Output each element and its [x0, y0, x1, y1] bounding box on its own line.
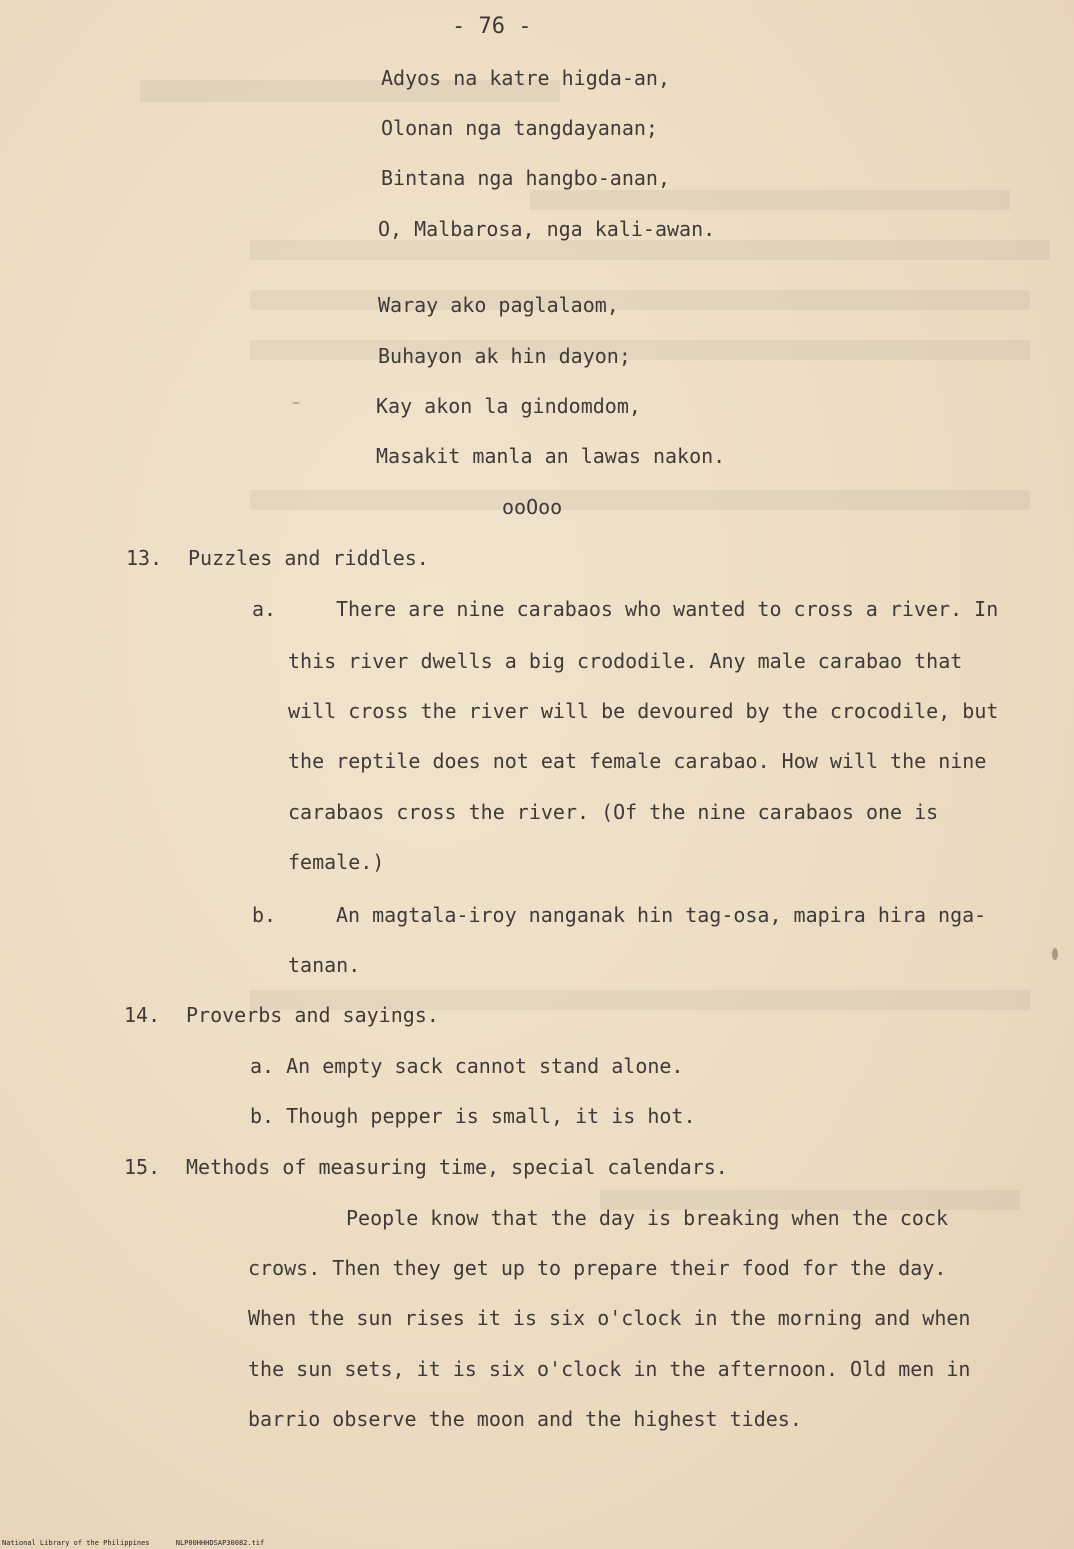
proverb-item: a. An empty sack cannot stand alone.	[250, 1054, 684, 1078]
footer-file: NLP00HHHDSAP30082.tif	[175, 1539, 265, 1547]
riddle-b-marker: b.	[252, 903, 277, 927]
riddle-a-line: There are nine carabaos who wanted to cross a river. In	[336, 597, 999, 621]
riddle-a-line: the reptile does not eat female carabao. How will the nine	[288, 749, 987, 773]
paragraph-line: When the sun rises it is six o'clock in the morning and when	[248, 1306, 971, 1330]
poem-line: Adyos na katre higda-an,	[381, 66, 670, 90]
show-through-stain	[250, 490, 1030, 510]
show-through-stain	[530, 190, 1010, 210]
show-through-stain	[250, 240, 1050, 260]
riddle-a-line: this river dwells a big crododile. Any male carabao that	[288, 649, 963, 673]
poem-line: Buhayon ak hin dayon;	[378, 344, 631, 368]
riddle-b-line: tanan.	[288, 953, 361, 977]
page-number: - 76 -	[452, 14, 532, 39]
riddle-a-line: female.)	[288, 850, 385, 874]
poem-line: O, Malbarosa, nga kali-awan.	[378, 217, 716, 241]
section-15-number: 15.	[124, 1155, 161, 1179]
paragraph-line: People know that the day is breaking when the cock	[346, 1206, 949, 1230]
riddle-a-line: will cross the river will be devoured by the crocodile, but	[288, 699, 999, 723]
poem-line: Kay akon la gindomdom,	[376, 394, 641, 418]
section-13-heading: Puzzles and riddles.	[188, 546, 429, 570]
paragraph-line: barrio observe the moon and the highest tides.	[248, 1407, 802, 1431]
scan-footer	[2, 1539, 286, 1548]
paragraph-line: the sun sets, it is six o'clock in the afternoon. Old men in	[248, 1357, 971, 1381]
section-13-number: 13.	[126, 546, 163, 570]
riddle-a-marker: a.	[252, 597, 277, 621]
riddle-a-line: carabaos cross the river. (Of the nine carabaos one is	[288, 800, 939, 824]
show-through-stain	[250, 290, 1030, 310]
proverb-item: b. Though pepper is small, it is hot.	[250, 1104, 696, 1128]
ink-speck	[1052, 948, 1058, 960]
paragraph-line: crows. Then they get up to prepare their food for the day.	[248, 1256, 947, 1280]
poem-line: Waray ako paglalaom,	[378, 293, 619, 317]
section-14-heading: Proverbs and sayings.	[186, 1003, 439, 1027]
poem-line: Olonan nga tangdayanan;	[381, 116, 658, 140]
poem-line: Masakit manla an lawas nakon.	[376, 444, 726, 468]
poem-line: Bintana nga hangbo-anan,	[381, 166, 670, 190]
ink-speck	[292, 402, 300, 404]
section-14-number: 14.	[124, 1003, 161, 1027]
footer-library: National Library of the Philippines	[2, 1539, 150, 1547]
section-15-heading: Methods of measuring time, special calendars.	[186, 1155, 728, 1179]
show-through-stain	[250, 340, 1030, 360]
riddle-b-line: An magtala-iroy nanganak hin tag-osa, mapira hira nga-	[336, 903, 987, 927]
ornament-divider: ooOoo	[502, 495, 563, 519]
